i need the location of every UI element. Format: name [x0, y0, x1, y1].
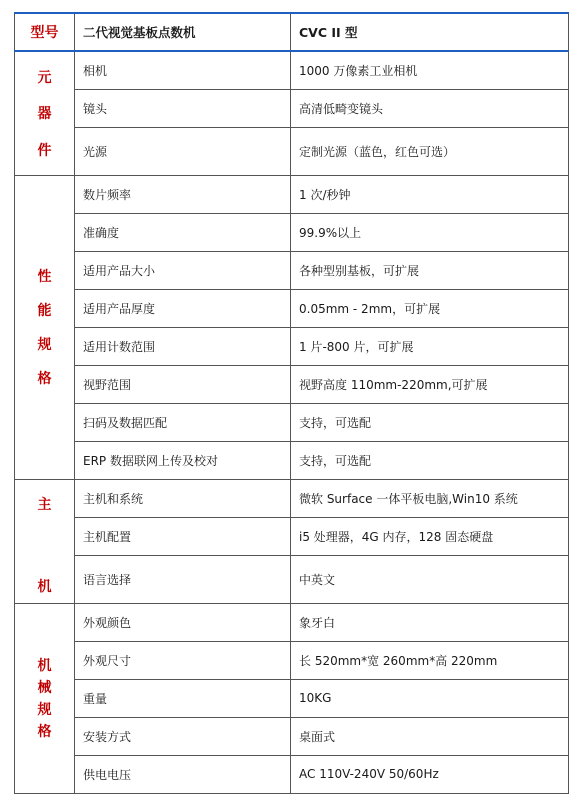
- category-char: 器: [37, 106, 52, 123]
- spec-value: 象牙白: [291, 603, 569, 641]
- spec-row: [15, 555, 569, 603]
- spec-row: [15, 755, 569, 793]
- category-cell: [15, 479, 75, 603]
- category-cell: [15, 51, 75, 175]
- spec-item: 外观尺寸: [75, 641, 291, 679]
- spec-value: i5 处理器，4G 内存，128 固态硬盘: [291, 517, 569, 555]
- spec-value: 1000 万像素工业相机: [291, 51, 569, 89]
- spec-row: [15, 403, 569, 441]
- spec-row: [15, 175, 569, 213]
- spec-value: 视野高度 110mm-220mm,可扩展: [291, 365, 569, 403]
- category-char: 机: [37, 658, 52, 674]
- category-char: 械: [37, 680, 52, 696]
- spec-value: 长 520mm*宽 260mm*高 220mm: [291, 641, 569, 679]
- category-label: [15, 604, 74, 792]
- spec-row: [15, 327, 569, 365]
- spec-value: 支持，可选配: [291, 403, 569, 441]
- spec-table: [14, 12, 569, 794]
- spec-item: 数片频率: [75, 175, 291, 213]
- spec-row: [15, 51, 569, 89]
- spec-row: [15, 89, 569, 127]
- category-char: 主: [37, 497, 52, 513]
- spec-value: 10KG: [291, 679, 569, 717]
- spec-value: 支持，可选配: [291, 441, 569, 479]
- spec-value: 桌面式: [291, 717, 569, 755]
- spec-item: 相机: [75, 51, 291, 89]
- spec-row: [15, 441, 569, 479]
- spec-row: [15, 251, 569, 289]
- category-char: 规: [37, 337, 52, 353]
- spec-item: 适用产品厚度: [75, 289, 291, 327]
- spec-item: 安装方式: [75, 717, 291, 755]
- category-char: 性: [37, 269, 52, 285]
- spec-row: [15, 641, 569, 679]
- spec-item: 视野范围: [75, 365, 291, 403]
- spec-table-body: [15, 13, 569, 793]
- category-char: 格: [37, 371, 52, 387]
- header-category: 型号: [15, 13, 75, 51]
- spec-value: 高清低畸变镜头: [291, 89, 569, 127]
- spec-row: [15, 603, 569, 641]
- spec-item: 外观颜色: [75, 603, 291, 641]
- spec-item: 适用计数范围: [75, 327, 291, 365]
- spec-value: 微软 Surface 一体平板电脑,Win10 系统: [291, 479, 569, 517]
- spec-item: 语言选择: [75, 555, 291, 603]
- spec-row: [15, 127, 569, 175]
- spec-row: [15, 717, 569, 755]
- category-label: [15, 52, 74, 174]
- spec-item: 主机配置: [75, 517, 291, 555]
- spec-row: [15, 517, 569, 555]
- category-char: 规: [37, 702, 52, 718]
- header-row: [15, 13, 569, 51]
- category-label: [15, 480, 74, 602]
- header-item: 二代视觉基板点数机: [75, 13, 291, 51]
- spec-item: ERP 数据联网上传及校对: [75, 441, 291, 479]
- spec-item: 准确度: [75, 213, 291, 251]
- spec-row: [15, 479, 569, 517]
- category-char: 元: [37, 69, 52, 86]
- spec-item: 重量: [75, 679, 291, 717]
- spec-value: 1 次/秒钟: [291, 175, 569, 213]
- category-char: 件: [37, 142, 52, 159]
- header-value: CVC II 型: [291, 13, 569, 51]
- spec-item: 适用产品大小: [75, 251, 291, 289]
- spec-value: 各种型别基板，可扩展: [291, 251, 569, 289]
- spec-row: [15, 365, 569, 403]
- spec-value: AC 110V-240V 50/60Hz: [291, 755, 569, 793]
- category-cell: [15, 175, 75, 479]
- category-cell: [15, 603, 75, 793]
- spec-row: [15, 289, 569, 327]
- spec-value: 0.05mm - 2mm，可扩展: [291, 289, 569, 327]
- spec-value: 定制光源（蓝色，红色可选）: [291, 127, 569, 175]
- spec-value: 中英文: [291, 555, 569, 603]
- category-char: 能: [37, 303, 52, 319]
- spec-item: 镜头: [75, 89, 291, 127]
- spec-value: 1 片-800 片，可扩展: [291, 327, 569, 365]
- spec-item: 光源: [75, 127, 291, 175]
- spec-item: 供电电压: [75, 755, 291, 793]
- spec-value: 99.9%以上: [291, 213, 569, 251]
- spec-item: 主机和系统: [75, 479, 291, 517]
- category-char: 机: [37, 579, 52, 595]
- spec-row: [15, 213, 569, 251]
- spec-row: [15, 679, 569, 717]
- category-label: [15, 176, 74, 478]
- category-char: 格: [37, 724, 52, 740]
- spec-item: 扫码及数据匹配: [75, 403, 291, 441]
